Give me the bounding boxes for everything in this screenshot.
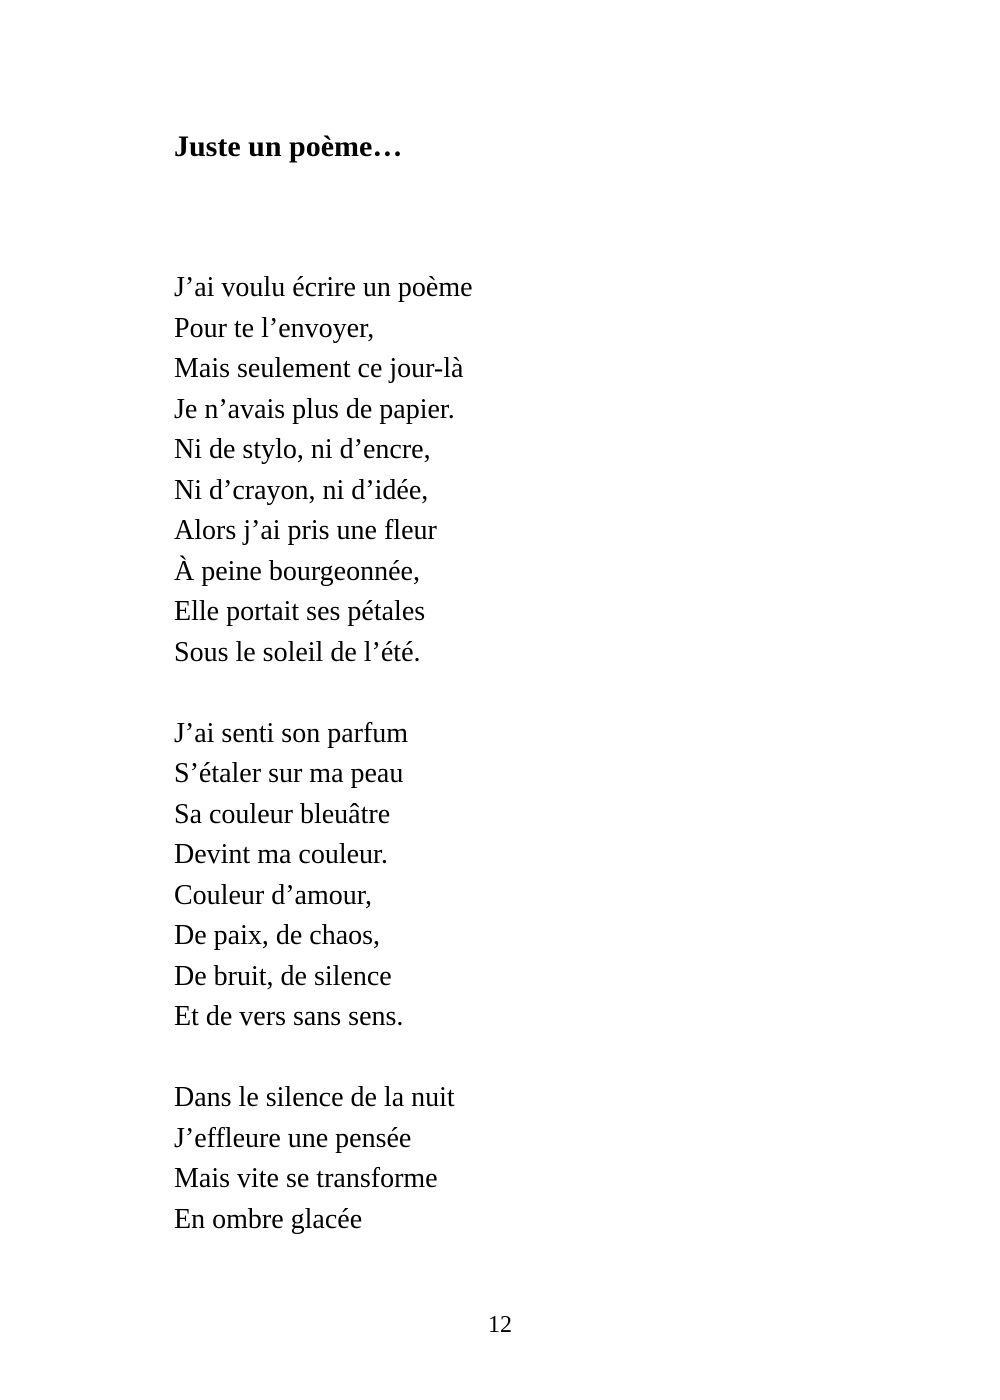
poem-line: Couleur d’amour, <box>174 879 372 911</box>
poem-line: Pour te l’envoyer, <box>174 312 375 344</box>
poem-line: Sous le soleil de l’été. <box>174 636 421 668</box>
poem-line: Alors j’ai pris une fleur <box>174 515 437 546</box>
page-number: 12 <box>488 1312 512 1338</box>
stanza-3 <box>174 1078 874 1240</box>
poem-line: En ombre glacée <box>174 1203 363 1235</box>
poem-line: J’ai senti son parfum <box>174 717 409 749</box>
poem-line: Sa couleur bleuâtre <box>174 798 391 830</box>
poem-line: J’ai voulu écrire un poème <box>174 272 473 303</box>
poem-line: De bruit, de silence <box>174 960 392 992</box>
poem-line: Mais vite se transforme <box>174 1163 438 1194</box>
poem-line: Elle portait ses pétales <box>174 596 426 627</box>
poem-line: De paix, de chaos, <box>174 920 381 951</box>
stanza-2 <box>174 714 874 1038</box>
poem-line: Dans le silence de la nuit <box>174 1082 455 1113</box>
poem-line: Mais seulement ce jour-là <box>174 353 464 384</box>
poem-line: À peine bourgeonnée, <box>174 555 420 587</box>
poem-line: Devint ma couleur. <box>174 839 388 870</box>
poem-line: Ni de stylo, ni d’encre, <box>174 434 431 465</box>
poem-line: J’effleure une pensée <box>174 1122 412 1154</box>
poem-line: Ni d’crayon, ni d’idée, <box>174 474 429 506</box>
stanza-1 <box>174 268 874 673</box>
poem-line: Et de vers sans sens. <box>174 1001 404 1032</box>
poem-line: Je n’avais plus de papier. <box>174 393 455 425</box>
poem-line: S’étaler sur ma peau <box>174 758 404 789</box>
poem-body <box>174 268 874 1281</box>
poem-title: Juste un poème… <box>174 130 403 163</box>
